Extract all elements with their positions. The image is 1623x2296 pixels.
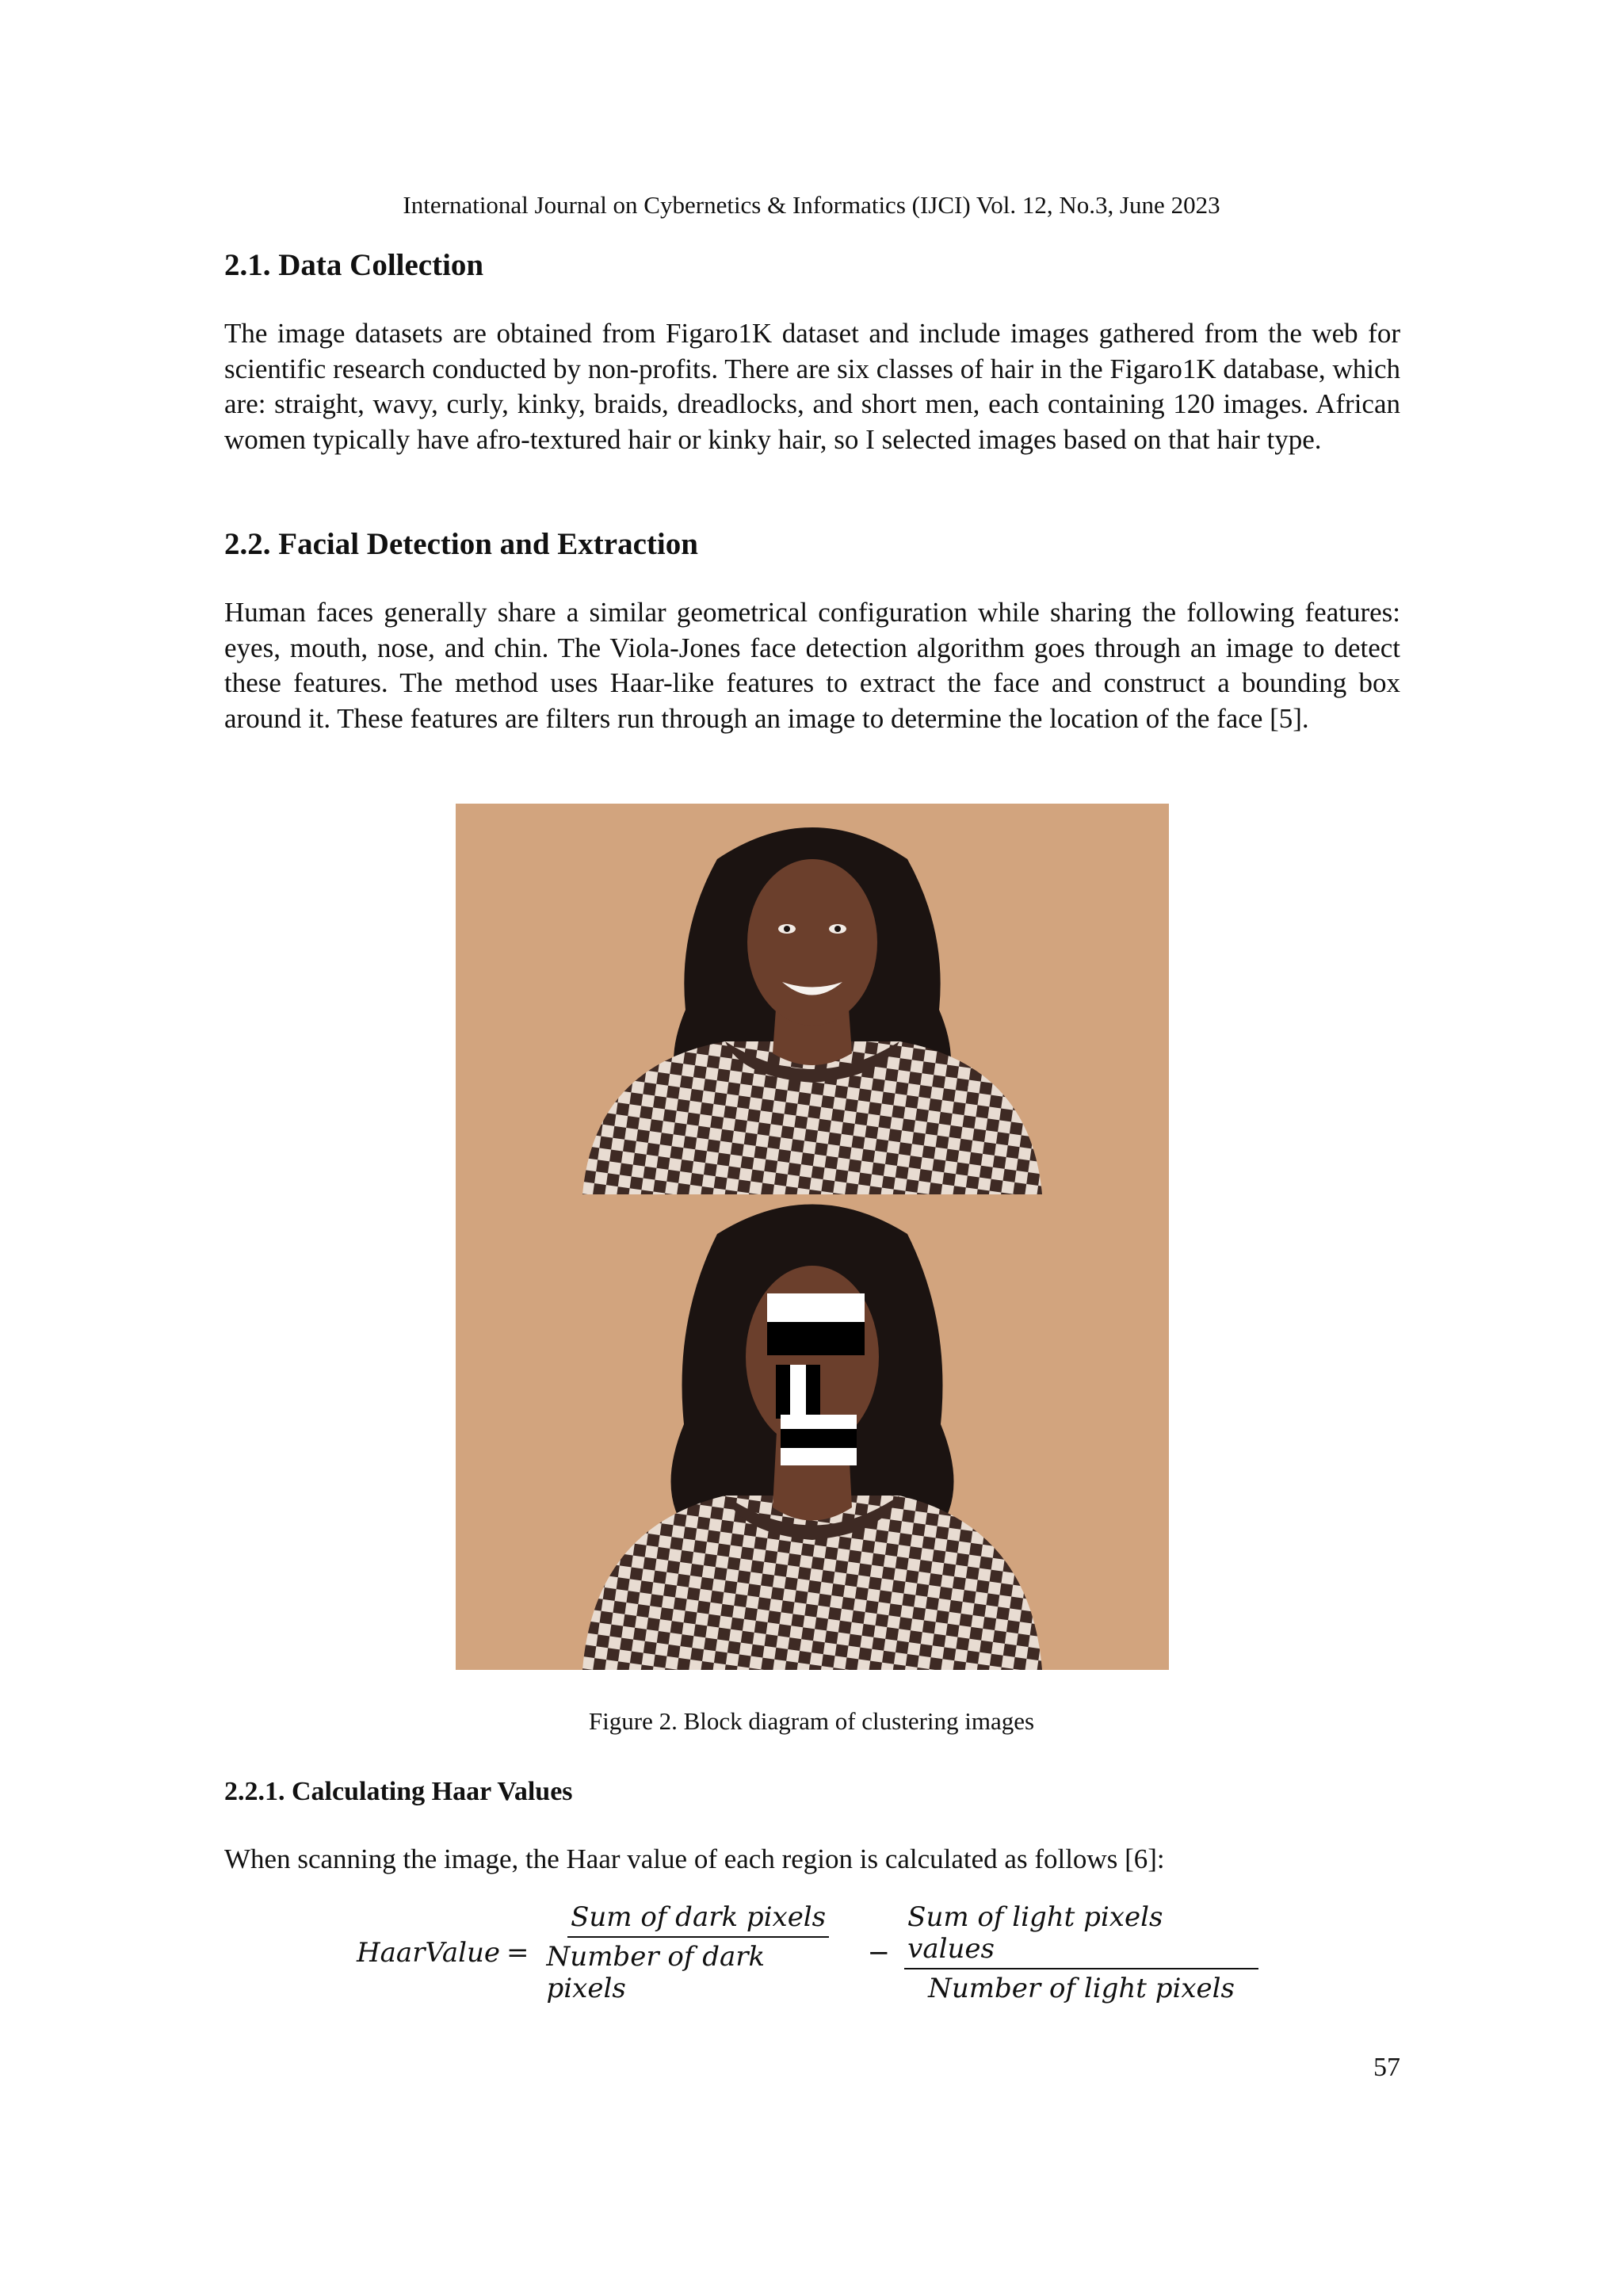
fraction-light-denominator: Number of light pixels	[928, 1973, 1235, 2004]
page-number: 57	[1373, 2053, 1400, 2082]
fraction-dark-numerator: Sum of dark pixels	[567, 1901, 829, 1938]
section-title-data-collection: 2.1. Data Collection	[224, 248, 484, 282]
fraction-dark	[544, 1901, 854, 2004]
portrait-photo-haar-features	[456, 1194, 1169, 1670]
fraction-light-numerator: Sum of light pixels values	[904, 1901, 1258, 1969]
figure-2	[456, 804, 1169, 1670]
equation-equals: =	[506, 1937, 529, 1969]
paragraph-facial-detection: Human faces generally share a similar geometrical configuration while sharing the following features: eyes, mouth, nose, and chin. The Viola-Jones face detection algorithm goes through an image to detect these features. The method uses Haar-like features to extract the face and construct a bounding box around it. These features are filters run through an image to determine the location of the face [5].	[224, 597, 1400, 734]
equation-lhs: HaarValue	[357, 1937, 501, 1969]
portrait-photo-original	[456, 804, 1169, 1194]
fraction-light	[904, 1901, 1258, 2004]
paragraph-data-collection: The image datasets are obtained from Figaro1K dataset and include images gathered from the web for scientific research conducted by non-profits. There are six classes of hair in the Figaro1K database, which are: straight, wavy, curly, kinky, braids, dreadlocks, and short men, each containing 120 images. African women typically have afro-textured hair or kinky hair, so I selected images based on that hair type.	[224, 318, 1400, 455]
fraction-dark-denominator: Number of dark pixels	[546, 1941, 766, 2004]
section-title-facial-detection: 2.2. Facial Detection and Extraction	[224, 527, 698, 561]
figure-caption: Figure 2. Block diagram of clustering images	[588, 1707, 1035, 1735]
haar-value-equation	[357, 1901, 1266, 2004]
paragraph-haar-values: When scanning the image, the Haar value of each region is calculated as follows [6]:	[224, 1843, 1165, 1874]
running-header: International Journal on Cybernetics & Informatics (IJCI) Vol. 12, No.3, June 2023	[403, 191, 1220, 219]
equation-minus: −	[867, 1937, 891, 1969]
section-title-haar-values: 2.2.1. Calculating Haar Values	[224, 1777, 573, 1806]
